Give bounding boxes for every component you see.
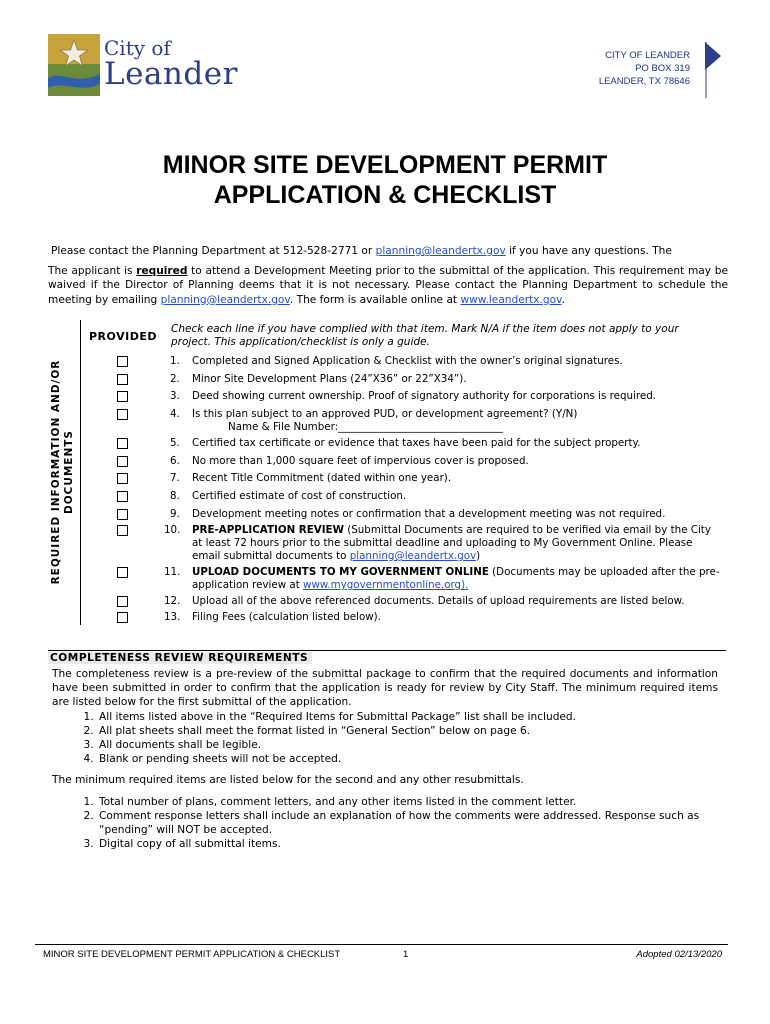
page-title	[0, 150, 770, 210]
checklist-instructions: Check each line if you have complied with that item. Mark N/A if the item does not apply to your project. This application/checklist is only a guide.	[171, 323, 679, 348]
leander-website-link[interactable]: www.leandertx.gov	[460, 293, 562, 306]
checkbox[interactable]	[117, 473, 128, 484]
checkbox[interactable]	[117, 567, 128, 578]
item-number: 12.	[164, 595, 181, 607]
item-number: 7.	[170, 472, 180, 484]
title-line-2: APPLICATION & CHECKLIST	[213, 181, 557, 209]
footer-adopted-date: Adopted 02/13/2020	[636, 949, 722, 960]
item-number: 8.	[170, 490, 180, 502]
completeness-section-body	[52, 667, 718, 851]
item-text: Deed showing current ownership. Proof of signatory authority for corporations is required.	[192, 390, 657, 402]
checklist-side-label	[47, 320, 81, 625]
intro-text: The applicant is	[48, 265, 137, 278]
side-label-line-2: DOCUMENTS	[63, 430, 75, 515]
title-line-1: MINOR SITE DEVELOPMENT PERMIT	[162, 151, 608, 179]
completeness-paragraph-2: The minimum required items are listed below for the second and any other resubmittals.	[52, 774, 524, 787]
checkbox[interactable]	[117, 491, 128, 502]
item-text: Completed and Signed Application & Checklist with the owner’s original signatures.	[192, 355, 623, 367]
checkbox[interactable]	[117, 374, 128, 385]
intro-paragraph-2	[48, 264, 728, 307]
checkbox[interactable]	[117, 612, 128, 623]
item-number: 10.	[164, 524, 181, 536]
list-item: 2. Comment response letters shall include an explanation of how the comments were addressed. Response such as “pending” will NOT be accepted.	[97, 809, 718, 837]
item-text: Upload all of the above referenced documents. Details of upload requirements are listed below.	[192, 595, 685, 607]
checkbox[interactable]	[117, 596, 128, 607]
item-number: 2.	[170, 373, 180, 385]
checkbox[interactable]	[117, 509, 128, 520]
mygovernmentonline-link[interactable]: www.mygovernmentonline.org).	[303, 579, 469, 591]
checkbox[interactable]	[117, 356, 128, 367]
item-number: 4.	[170, 408, 180, 420]
item-text: Certified tax certificate or evidence that taxes have been paid for the subject property.	[192, 437, 641, 449]
logo-leander-text: Leander	[104, 56, 238, 92]
address-line-3: LEANDER, TX 78646	[598, 76, 690, 87]
intro-section	[48, 244, 728, 307]
resubmittal-list	[52, 795, 718, 852]
city-logo	[48, 34, 238, 98]
item-number: 6.	[170, 455, 180, 467]
list-item: 1. All items listed above in the “Required Items for Submittal Package” list shall be included.	[97, 710, 718, 724]
planning-email-link-2[interactable]: planning@leandertx.gov	[160, 293, 290, 306]
item-number: 5.	[170, 437, 180, 449]
checkbox[interactable]	[117, 409, 128, 420]
address-line-1: CITY OF LEANDER	[605, 50, 690, 61]
item-text: Recent Title Commitment (dated within one year).	[192, 472, 452, 484]
item-text: No more than 1,000 square feet of impervious cover is proposed.	[192, 455, 529, 467]
item-text-line-1: Is this plan subject to an approved PUD, or development agreement? (Y/N)	[192, 408, 578, 420]
item-text: Filing Fees (calculation listed below).	[192, 611, 381, 623]
item-text-end: )	[476, 550, 481, 562]
intro-text: to attend a Development Meeting prior to the submittal of the application. This requirement may be waived if the Director of Planning deems that it is not necessary. Please contact the Planning Department to schedule the meeting by emailing	[48, 265, 729, 306]
list-item: 4. Blank or pending sheets will not be accepted.	[97, 752, 718, 766]
completeness-paragraph-1: The completeness review is a pre-review of the submittal package to confirm that the required documents and information have been submitted in order to confirm that the application is ready for review by City Staff. The minimum required items are listed below for the first submittal of the application.	[52, 668, 718, 709]
item-number: 9.	[170, 508, 180, 520]
checkbox[interactable]	[117, 438, 128, 449]
intro-text: Please contact the Planning Department at 512-528-2771 or	[51, 245, 376, 257]
item-text	[192, 524, 722, 563]
item-text: Development meeting notes or confirmation that a development meeting was not required.	[192, 508, 666, 520]
mailing-address	[599, 49, 690, 88]
required-documents-checklist	[47, 320, 724, 625]
planning-email-link-3[interactable]: planning@leandertx.gov	[349, 550, 477, 562]
logo-city-of-text: City of	[104, 36, 171, 60]
blue-tab-decoration-icon	[705, 42, 723, 98]
item-text: Certified estimate of cost of construction.	[192, 490, 407, 502]
item-number: 11.	[164, 566, 181, 578]
item-text: Minor Site Development Plans (24”X36” or 22”X34”).	[192, 373, 467, 385]
intro-text: . The form is available online at	[289, 293, 461, 306]
item-text-body: (Documents may be uploaded after the pre-application review at	[192, 566, 720, 591]
checkbox[interactable]	[117, 456, 128, 467]
name-file-number-field[interactable]: Name & File Number:________________________________	[228, 421, 503, 433]
list-item: 3. Digital copy of all submittal items.	[97, 837, 718, 851]
first-submittal-list	[52, 710, 718, 767]
pre-application-review-heading: PRE-APPLICATION REVIEW	[192, 524, 344, 536]
footer-document-title: MINOR SITE DEVELOPMENT PERMIT APPLICATION & CHECKLIST	[43, 949, 341, 960]
list-item: 1. Total number of plans, comment letters, and any other items listed in the comment letter.	[97, 795, 718, 809]
intro-paragraph-1	[48, 244, 728, 258]
item-number: 1.	[170, 355, 180, 367]
completeness-header-text: COMPLETENESS REVIEW REQUIREMENTS	[48, 652, 312, 664]
checkbox[interactable]	[117, 391, 128, 402]
item-text	[192, 408, 722, 434]
item-text-body: (Submittal Documents are required to be verified via email by the City at least 72 hours prior to the submittal deadline and uploading to My Government Online. Please email submittal documents to	[192, 524, 711, 562]
side-label-line-1: REQUIRED INFORMATION AND/OR	[50, 359, 62, 585]
planning-email-link[interactable]: planning@leandertx.gov	[375, 245, 506, 257]
completeness-section-header	[48, 650, 726, 665]
checkbox[interactable]	[117, 525, 128, 536]
star-river-logo-icon	[48, 34, 100, 96]
list-item: 3. All documents shall be legible.	[97, 738, 718, 752]
upload-documents-heading: UPLOAD DOCUMENTS TO MY GOVERNMENT ONLINE	[192, 566, 489, 578]
page-footer	[35, 944, 728, 960]
required-emphasis: required	[136, 265, 188, 278]
item-number: 3.	[170, 390, 180, 402]
intro-text: if you have any questions. The	[505, 245, 672, 257]
footer-page-number: 1	[403, 949, 409, 960]
list-item: 2. All plat sheets shall meet the format listed in “General Section” below on page 6.	[97, 724, 718, 738]
item-text	[192, 566, 722, 592]
item-number: 13.	[164, 611, 181, 623]
intro-text: .	[561, 293, 565, 306]
provided-column-header: PROVIDED	[89, 330, 157, 343]
address-line-2: PO BOX 319	[635, 63, 690, 74]
